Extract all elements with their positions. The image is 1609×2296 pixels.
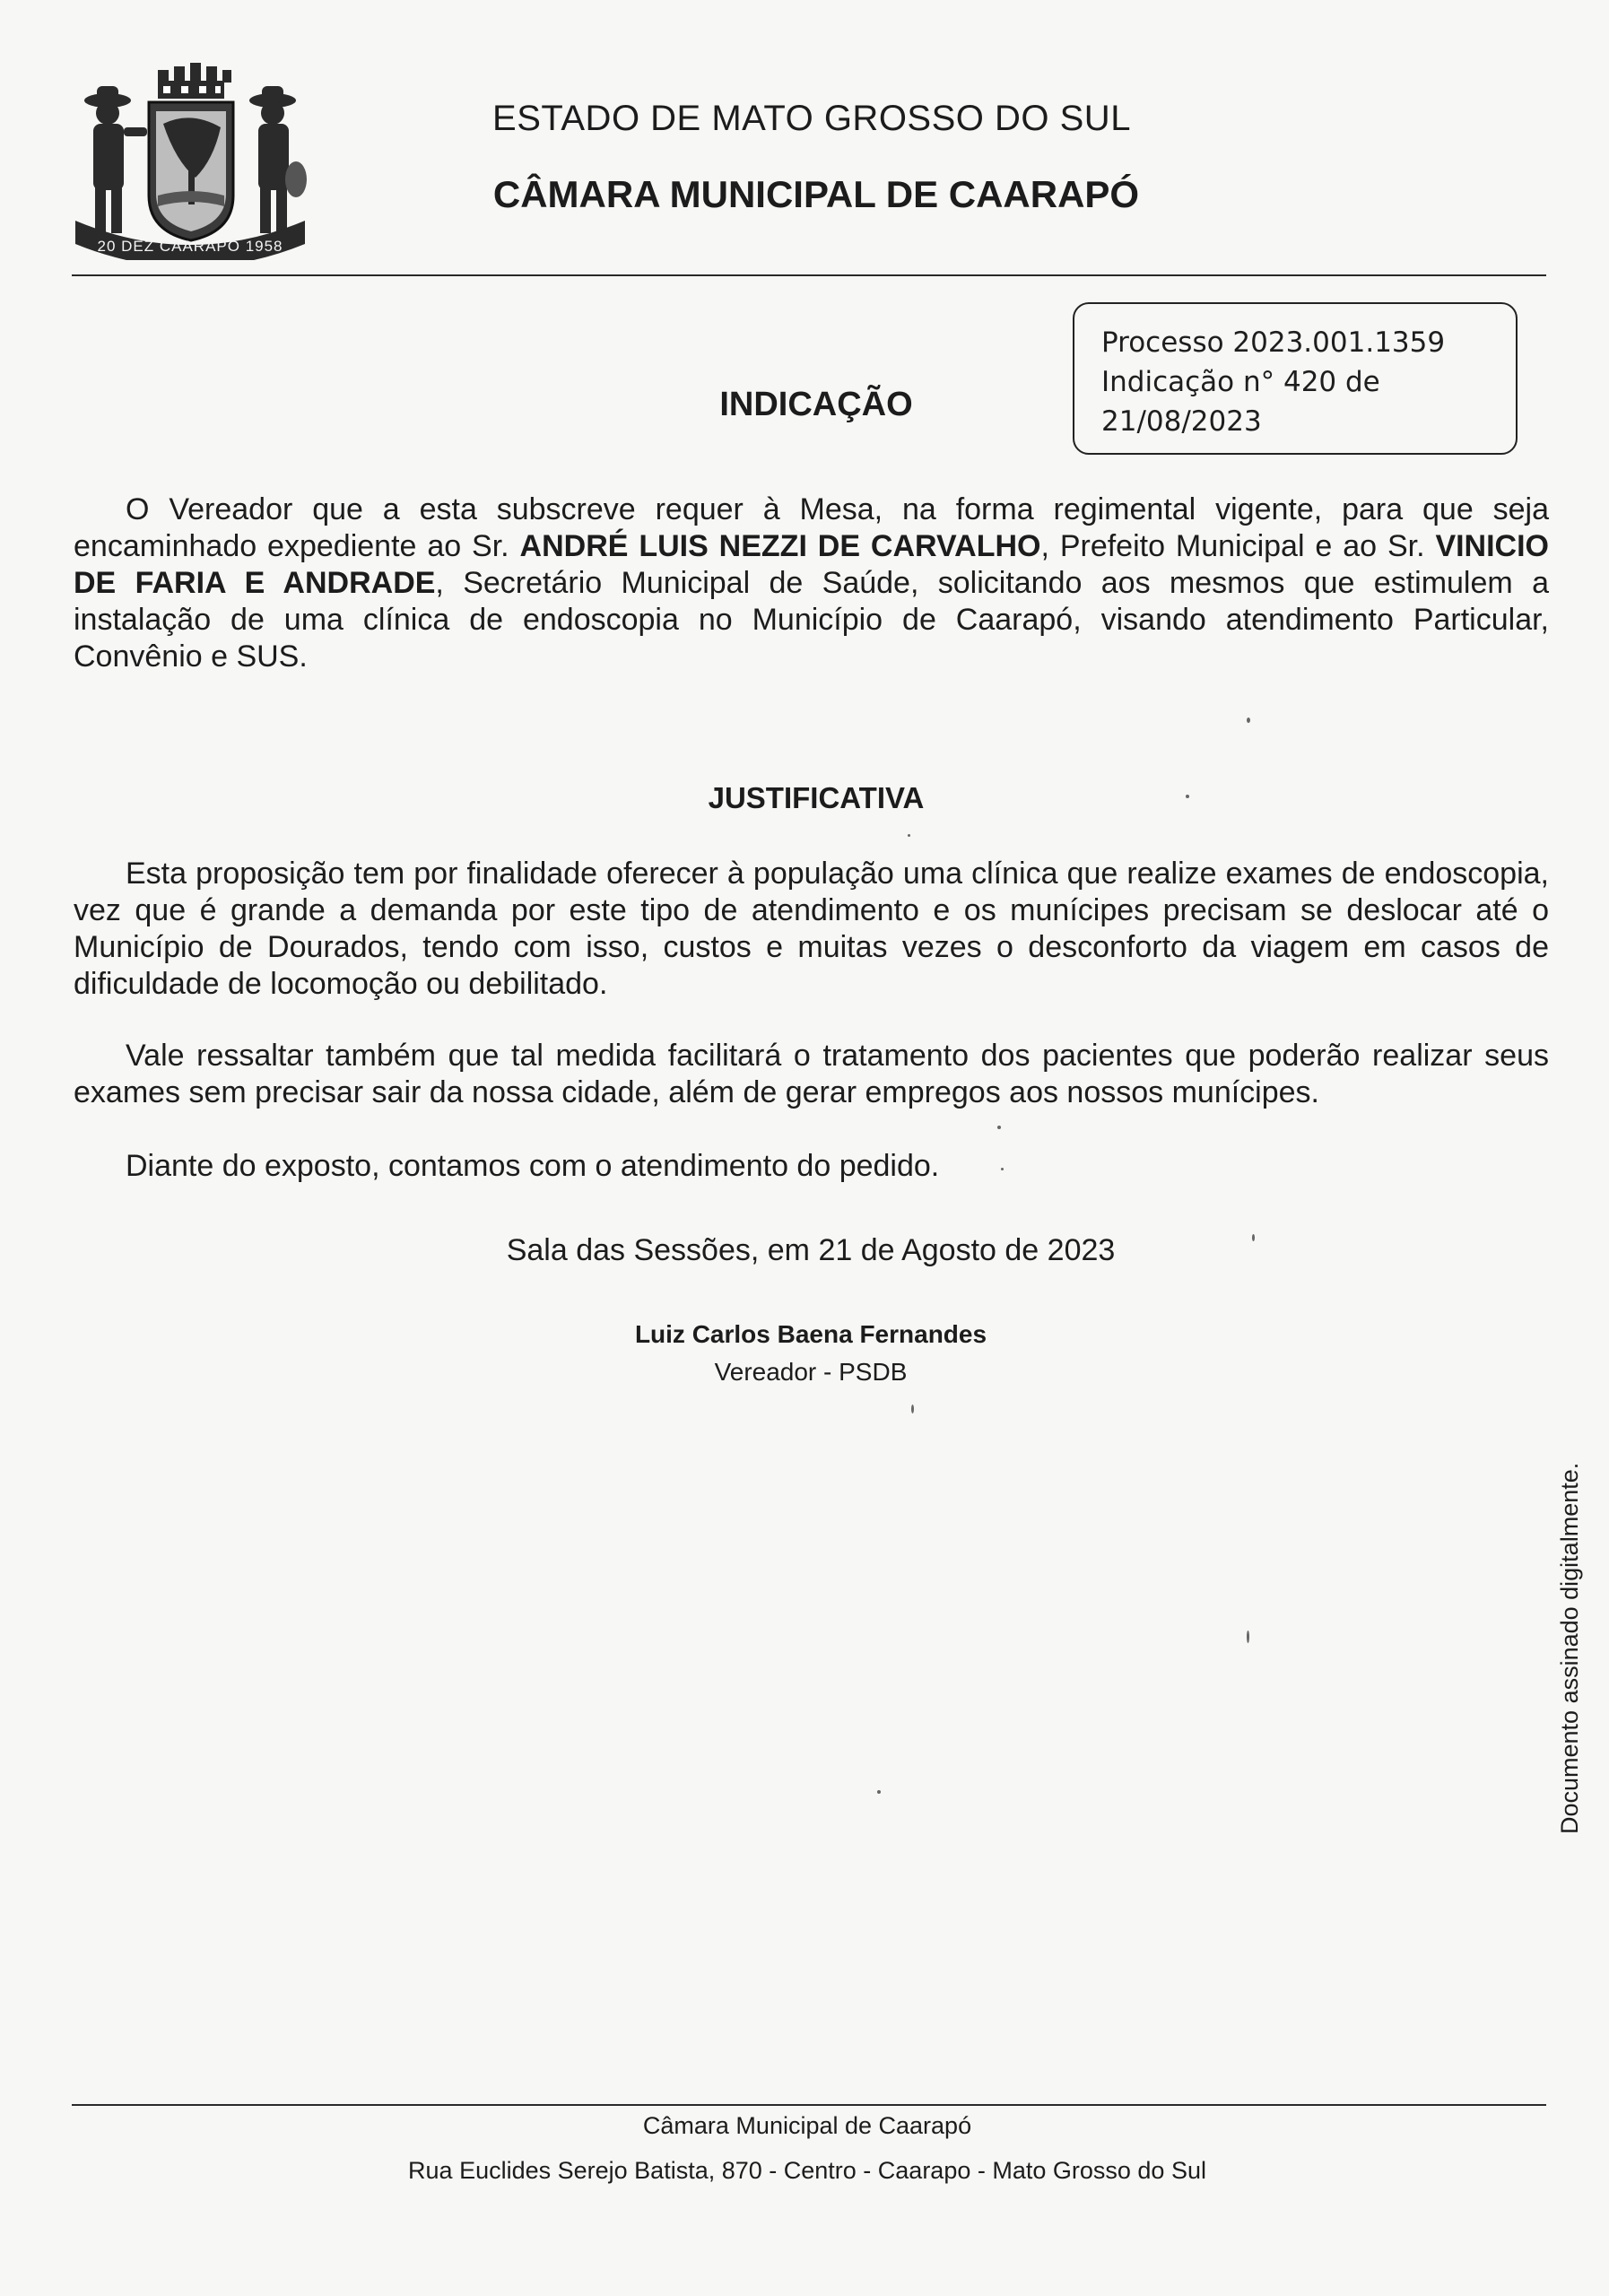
scan-speck xyxy=(1001,1168,1004,1170)
digital-signature-note: Documento assinado digitalmente. xyxy=(1556,1462,1583,1834)
mayor-name: ANDRÉ LUIS NEZZI DE CARVALHO xyxy=(519,529,1041,563)
municipal-coat-of-arms-logo xyxy=(70,61,310,260)
signer-name: Luiz Carlos Baena Fernandes xyxy=(634,1320,987,1348)
header-state: ESTADO DE MATO GROSSO DO SUL xyxy=(492,99,1131,138)
footer-institution: Câmara Municipal de Caarapó xyxy=(642,2112,972,2139)
stamp-process-number: Processo 2023.001.1359 xyxy=(1101,326,1446,359)
footer-divider xyxy=(72,2104,1546,2106)
justification-title: JUSTIFICATIVA xyxy=(708,781,925,814)
justification-paragraph-2: Vale ressaltar também que tal medida facilitará o tratamento dos pacientes que poderão realizar seus exames sem precisar sair da nossa cidade, além de gerar empregos aos nossos munícipes. xyxy=(74,1039,1549,1109)
signer-role: Vereador - PSDB xyxy=(714,1358,908,1386)
scan-speck xyxy=(1247,1631,1249,1643)
stamp-date: 21/08/2023 xyxy=(1101,405,1262,438)
scan-speck xyxy=(997,1126,1001,1129)
header-chamber-name: CÂMARA MUNICIPAL DE CAARAPÓ xyxy=(492,173,1140,215)
justification-paragraph-3: Diante do exposto, contamos com o atendimento do pedido. xyxy=(126,1149,940,1183)
secretary-name: VINICIO DE FARIA E ANDRADE xyxy=(74,529,1550,600)
scan-speck xyxy=(877,1790,881,1794)
seal-ribbon-text: 20 DEZ CAARAPÓ 1958 xyxy=(97,238,283,255)
scan-speck xyxy=(1186,795,1189,798)
scan-speck xyxy=(908,834,910,837)
closing-place-date: Sala das Sessões, em 21 de Agosto de 2023 xyxy=(506,1233,1116,1267)
document-title: INDICAÇÃO xyxy=(719,386,913,423)
stamp-indication-number: Indicação n° 420 de xyxy=(1101,366,1380,398)
request-paragraph: O Vereador que a esta subscreve requer à Mesa, na forma regimental vigente, para que seja encaminhado expediente ao Sr. ANDRÉ LUIS NEZZI DE CARVALHO, Prefeito Municipal e ao Sr. VINICIO DE FARIA E ANDRADE, Secretário Municipal de Saúde, solicitando aos mesmos que estimulem a instalação de uma clínica de endoscopia no Município de Caarapó, visando atendimento Particular, Convênio e SUS. xyxy=(74,492,1550,674)
scan-speck xyxy=(1252,1234,1255,1241)
protocol-stamp xyxy=(1073,302,1518,455)
scan-speck xyxy=(911,1405,914,1413)
footer-address: Rua Euclides Serejo Batista, 870 - Centro - Caarapo - Mato Grosso do Sul xyxy=(408,2157,1206,2184)
scan-speck xyxy=(1247,718,1250,723)
header-divider xyxy=(72,274,1546,276)
justification-paragraph-1: Esta proposição tem por finalidade oferecer à população uma clínica que realize exames de endoscopia, vez que é grande a demanda por este tipo de atendimento e os munícipes precisam se deslocar até o Município de Dourados, tendo com isso, custos e muitas vezes o desconforto da viagem em casos de dificuldade de locomoção ou debilitado. xyxy=(74,857,1549,1001)
